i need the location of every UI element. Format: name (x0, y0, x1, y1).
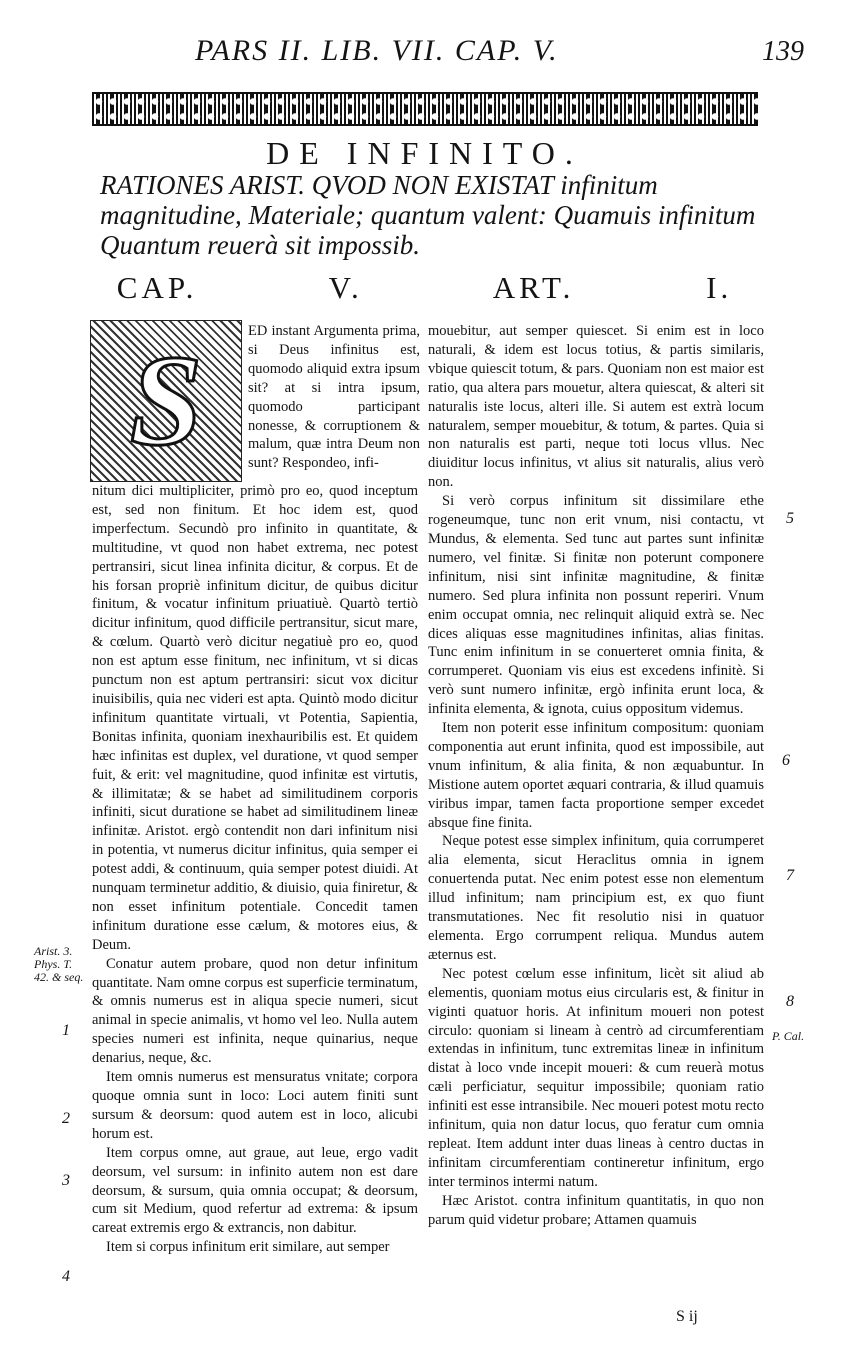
paragraph: ED instant Argumenta prima, si Deus infinitus est, quomodo aliquid extra ipsum sit? at si intra ipsum, quomodo participant nonesse, & corruptionem & malum, quæ intra Deum non sunt? Respondeo, infi- (248, 323, 420, 472)
paragraph: Item si corpus infinitum erit similare, aut semper (106, 1239, 390, 1256)
running-head: PARS II. LIB. VII. CAP. V. (195, 34, 559, 67)
margin-number: 8 (786, 993, 794, 1010)
cap-art-heading: CAP. V. ART. I. (116, 270, 733, 305)
margin-number: 6 (782, 752, 790, 769)
paragraph: Item omnis numerus est mensuratus vnitate; corpora quoque omnia sunt in loco: Loci autem finiti sunt sursum & deorsum: quod autem est in loco, alicubi horum est. (92, 1069, 418, 1142)
paragraph: nitum dici multipliciter, primò pro eo, quod inceptum est, sed non finitum. Et hoc idem est, quod imperfectum. Secundò pro infinito in quantitate, & multitudine, vt quod non habet extrema, nec potest pertransiri, sicut linea infinita dicitur, & corpus. Et de his forsan propriè infinitum dicitur, de quibus dicitur finitum, & vocatur infinitum priuatiuè. Quartò tertiò dicitur infinitum, quod difficile pertransitur, sicut mare, & cœlum. Quartò verò dicitur negatiuè pro eo, quod non est aptum esse finitum, nec infinitum, vt si dicas punctum non est aptum pertransiri: sicut vox dicitur inuisibilis, quia nec videri est apta. Quintò modo dicitur infinitum quantitate virtuali, vt Potentia, Sapientia, Bonitas infinita, quoniam inexhauribilis est. Et quidem hæc infinitas est duplex, vel duratione, vt quod semper fuit, & erit: vel magnitudine, quod infinitæ est virtutis, & illimitatæ; & se habet ad similitudinem corporis infiniti, sicut duratione se habet ad similitudinem lineæ infinitæ. Aristot. ergò contendit non dari infinitum nisi in potentia, vt numerus dicitur infinitus, quia semper ei potest addi, & continuum, quia semper potest diuidi. At nunquam terminetur additio, & diuisio, quia finiretur, & non esset infinitum potentiale. Concedit tamen infinitum duratione esse cælum, & motores eius, & Deum. (92, 483, 418, 953)
paragraph: Hæc Aristot. contra infinitum quantitatis, in quo non parum quid videtur probare; Attamen quamuis (428, 1192, 764, 1228)
right-column (428, 322, 764, 1230)
paragraph: Si verò corpus infinitum sit dissimilare ethe rogeneumque, tunc non erit vnum, nisi contactu, vt Mundus, & elementa. Sed tunc aut partes sunt infinitæ numero, vel finitæ. Si finitæ non poterunt componere infinitum, nisi sint infinitæ magnitudine, & finitæ numero. Sed plura infinita non possunt reperiri. Vnum enim occupat omnia, nec relinquit aliquid extrà se. Nec dices aliquas esse magnitudines infinitas, alias finitas. Tunc enim infinitum in se conuerteret omnia finita, & corrumperet. Quoniam vis eius est excedens infinitè. Si verò sunt numero infinitæ, ergò infinita erunt loca, & infinita elementa, & ignota, cuius oppositum videmus. (428, 493, 764, 718)
paragraph: Item corpus omne, aut graue, aut leue, ergo vadit deorsum, vel sursum: in infinito autem non est dare deorsum, & sursum, quia omnia occupat; & deorsum, cum sit Medium, quod refertur ad extrema: & ipsum careat extremis ergo & extrancis, non dabitur. (92, 1144, 418, 1237)
margin-number: 1 (62, 1022, 70, 1039)
initial-letter: S (129, 329, 203, 473)
column1-top-text (248, 322, 420, 473)
margin-number: 2 (62, 1110, 70, 1127)
ornamental-band (92, 92, 758, 126)
margin-number: 4 (62, 1268, 70, 1285)
margin-number: 5 (786, 510, 794, 527)
margin-number: 3 (62, 1172, 70, 1189)
chapter-subtitle: RATIONES ARIST. QVOD NON EXISTAT infinitum magnitudine, Materiale; quantum valent: Quamuis infinitum Quantum reuerà sit impossib. (100, 170, 756, 260)
decorated-initial (90, 320, 242, 482)
margin-reference-right: P. Cal. (772, 1029, 805, 1043)
paragraph: Item non poterit esse infinitum compositum: quoniam componentia aut erunt infinita, quod est impossibile, aut vnum infinitum, & alia finita, & non æquabuntur. In Mistione autem oportet æquari contraria, & illud quamuis viribus impar, tamen facta proportione semper excedet absque fine finita. (428, 720, 764, 831)
paragraph: mouebitur, aut semper quiescet. Si enim est in loco naturali, & idem est locus totius, & partis similaris, vbique quiescit totum, & pars. Quoniam non est maior est ratio, qua altera pars mouetur, altera quiescat, & alteri sit naturalis iste locus, alteri ille. Si autem est extrà locum naturalem, semper mouebitur, & totum, & partes. Quia si non naturalis est parti, neque toti locus vllus. Nec diuiditur locus infinitus, vt alius sit naturalis, alius verò non. (428, 323, 764, 491)
signature-mark: S ij (676, 1308, 698, 1325)
paragraph: Conatur autem probare, quod non detur infinitum quantitate. Nam omne corpus est superficie terminatum, & omnis numerus est in aliqua specie numeri, sicut animal in specie animalis, vt homo vel leo. Nulla autem species numeri est infinita, neque quinarius, neque denarius, neque, &c. (92, 955, 418, 1067)
paragraph: Nec potest cœlum esse infinitum, licèt sit aliud ab elementis, quoniam motus eius circularis est, & finitur in viginti quatuor horis. At infinitum moueri non potest circulo: quoniam si lineam à centrò ad circumferentiam extendas in infinitum, tunc extremitas lineæ in infinitum distat à loco vnde incepit moueri: & cum reuerà motus cæli perficiatur, sequitur impossibile; quoniam ratio infiniti est esse intransibile. Nec moueri potest motu recto infinitum, quia non datur locus, quo feratur cum omnia repleat. Item addunt inter duas lineas à centro ductas in infinitam circumferentiam contineretur infinitum, ergo inter terminos intermi natum. (428, 965, 764, 1190)
margin-number: 7 (786, 867, 794, 884)
page-number: 139 (762, 36, 804, 67)
chapter-title: DE INFINITO. (266, 135, 583, 171)
paragraph: Neque potest esse simplex infinitum, quia corrumperet alia elementa, sicut Heraclitus omnia in ignem conuertenda putat. Nec enim potest esse non elementum illud infinitum; nam principium est, ex quo fiunt transmutationes. Nec fit resolutio nisi in quatuor elementa. Ergo corrumpent reliqua. Mundus autem æternus est. (428, 833, 764, 963)
left-column (92, 482, 418, 1257)
margin-reference-left: Arist. 3. Phys. T. 42. & seq. (34, 944, 84, 984)
